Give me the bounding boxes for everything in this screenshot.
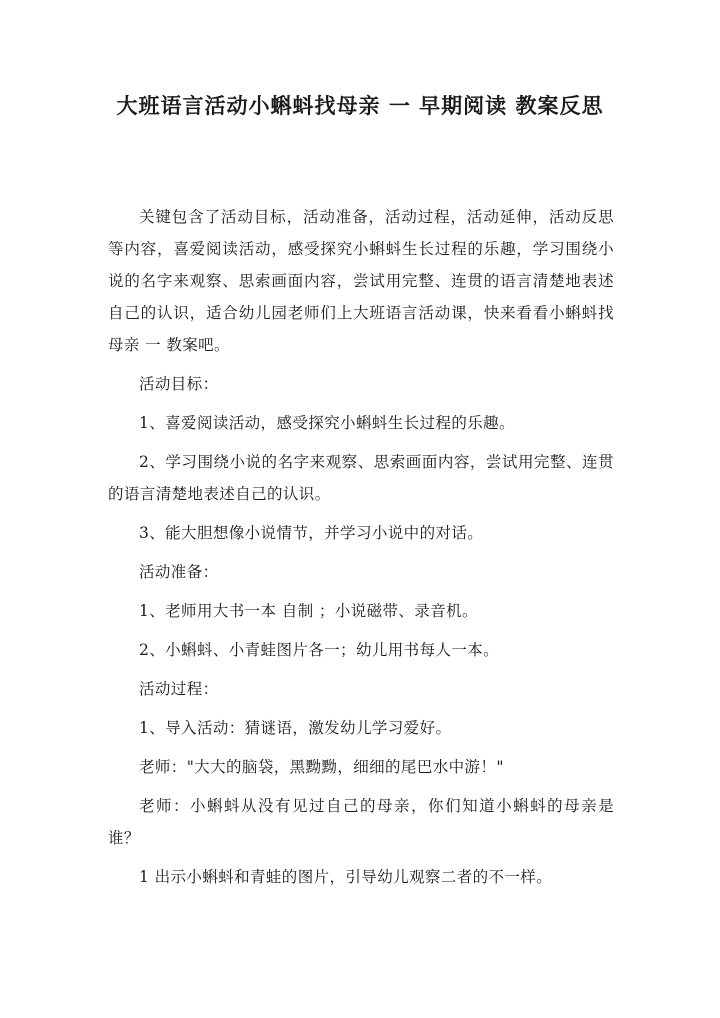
teacher-line-question: 老师：小蝌蚪从没有见过自己的母亲，你们知道小蝌蚪的母亲是谁？ (108, 797, 614, 847)
goal-item-1: 1、喜爱阅读活动，感受探究小蝌蚪生长过程的乐趣。 (139, 414, 515, 432)
preparation-item-2: 2、小蝌蚪、小青蛙图片各一；幼儿用书每人一本。 (139, 641, 500, 659)
document-title: 大班语言活动小蝌蚪找母亲 一 早期阅读 教案反思 (116, 93, 604, 118)
goal-item-3: 3、能大胆想像小说情节，并学习小说中的对话。 (139, 524, 484, 542)
section-heading-goals: 活动目标： (139, 375, 219, 393)
document-body (108, 201, 614, 900)
process-substep-1: 1 出示小蝌蚪和青蛙的图片，引导幼儿观察二者的不一样。 (139, 868, 553, 886)
teacher-line-riddle: 老师："大大的脑袋，黑黝黝，细细的尾巴水中游！" (139, 758, 504, 776)
intro-paragraph: 关键包含了活动目标，活动准备，活动过程，活动延伸，活动反思等内容，喜爱阅读活动，感受探究小蝌蚪生长过程的乐趣，学习围绕小说的名字来观察、思索画面内容，尝试用完整、连贯的语言清楚地表述自己的认识，适合幼儿园老师们上大班语言活动课，快来看看小蝌蚪找母亲 一 教案吧。 (108, 208, 614, 354)
process-step-1: 1、导入活动：猜谜语，激发幼儿学习爱好。 (139, 719, 452, 737)
section-heading-preparation: 活动准备： (139, 563, 219, 581)
section-heading-process: 活动过程： (139, 680, 219, 698)
goal-item-2: 2、学习围绕小说的名字来观察、思索画面内容，尝试用完整、连贯的语言清楚地表述自己的认识。 (108, 453, 614, 503)
preparation-item-1: 1、老师用大书一本 自制 ；小说磁带、录音机。 (139, 602, 478, 620)
